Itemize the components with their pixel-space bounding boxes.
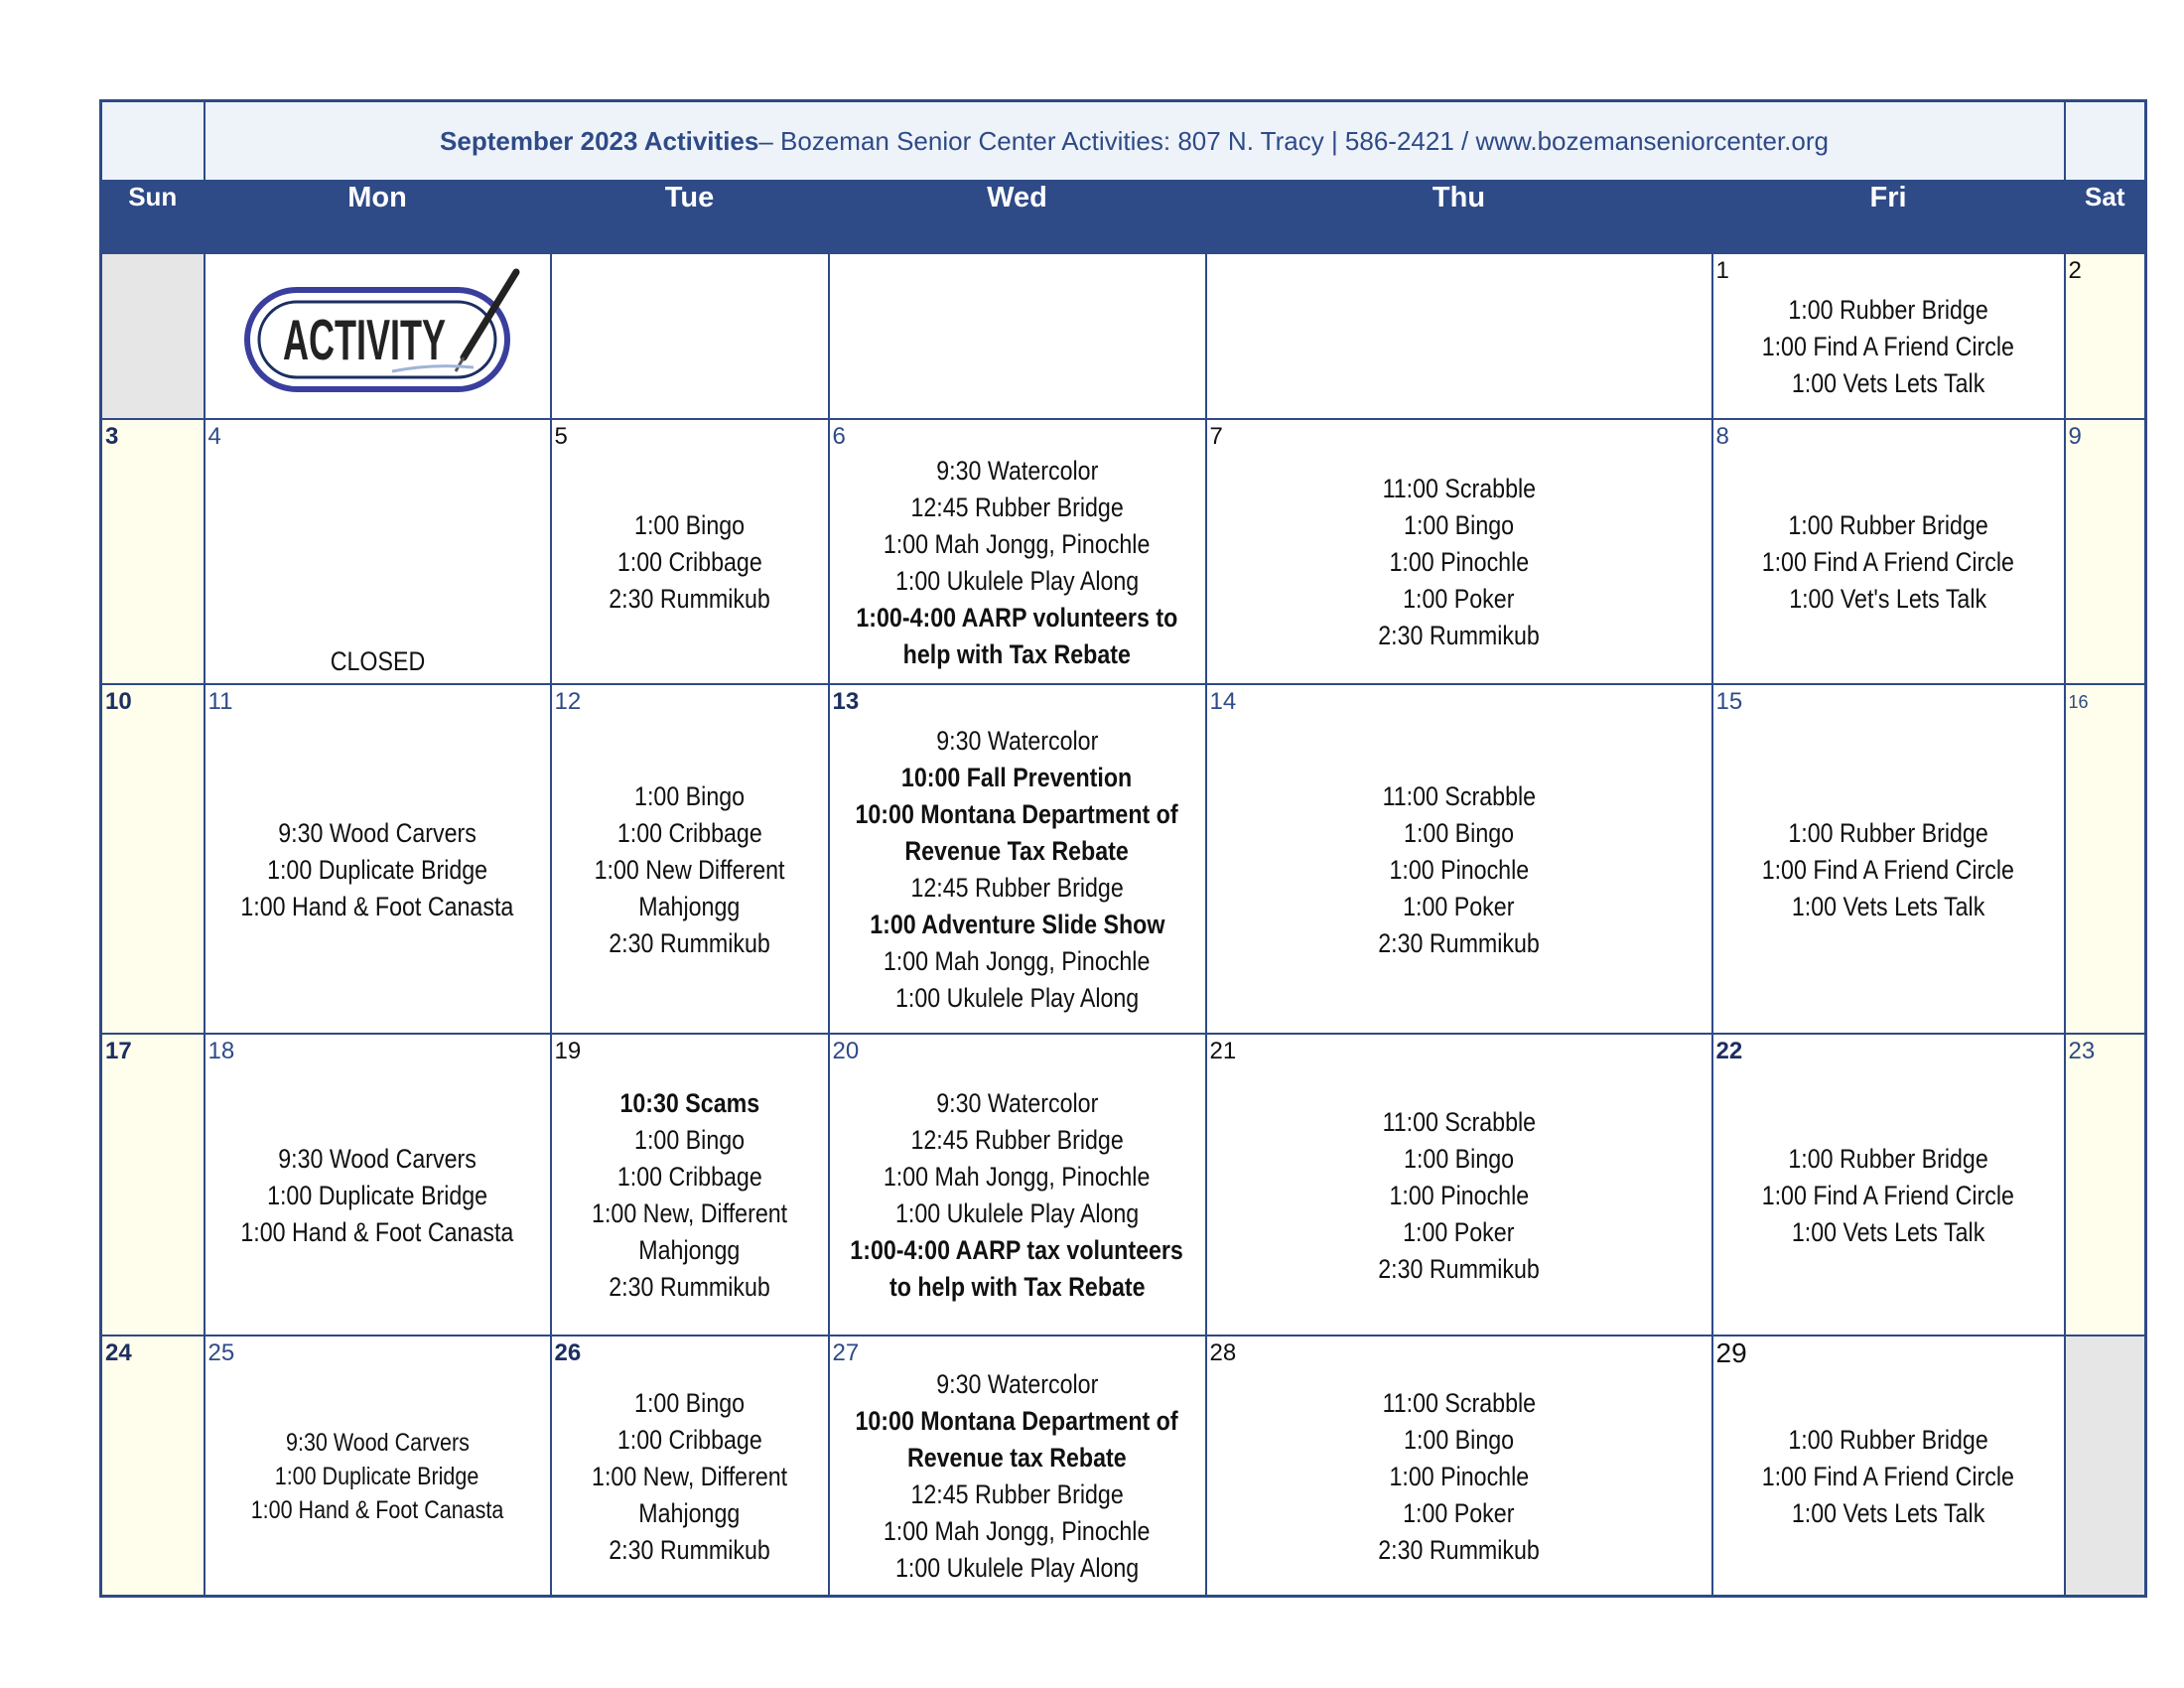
event-item: 11:00 Scrabble <box>1382 1106 1536 1137</box>
day-number: 23 <box>2068 1038 2096 1064</box>
day-cell <box>1206 419 1712 684</box>
event-item: 11:00 Scrabble <box>1382 1387 1536 1418</box>
day-number: 28 <box>1209 1339 1237 1366</box>
week-row <box>101 684 2146 1034</box>
event-list <box>1713 685 2064 1033</box>
day-cell <box>101 684 205 1034</box>
event-item: 1:00 New, Different <box>591 1461 788 1491</box>
event-item: 1:00 Pinochle <box>1389 547 1529 577</box>
event-item: 1:00 Mah Jongg, Pinochle <box>884 1516 1151 1546</box>
title-center-info: – Bozeman Senior Center Activities: 807 N. Tracy | 586-2421 / www.bozemanseniorcenter.org <box>758 125 1829 156</box>
event-list <box>1207 420 1711 683</box>
event-list <box>1713 420 2064 683</box>
day-cell <box>101 419 205 684</box>
day-number: 7 <box>1209 423 1223 450</box>
title-spacer-right <box>2065 101 2146 182</box>
event-item: 1:00 Rubber Bridge <box>1788 295 1988 325</box>
event-list <box>1207 1336 1711 1595</box>
event-item: 12:45 Rubber Bridge <box>910 492 1124 522</box>
header-fri: Fri <box>1712 181 2065 253</box>
event-item: 1:00 Ukulele Play Along <box>894 983 1140 1013</box>
day-cell <box>205 419 551 684</box>
day-number: 2 <box>2068 257 2082 284</box>
event-item: help with Tax Rebate <box>902 638 1132 669</box>
event-list <box>1207 1035 1711 1335</box>
event-item: 1:00 Pinochle <box>1389 854 1529 885</box>
event-item: 2:30 Rummikub <box>609 1272 770 1302</box>
day-number: 10 <box>105 688 132 715</box>
day-number: 8 <box>1715 423 1729 450</box>
day-cell <box>101 1336 205 1597</box>
event-list <box>830 685 1205 1033</box>
event-item: 12:45 Rubber Bridge <box>910 1125 1124 1155</box>
event-item: 1:00 Duplicate Bridge <box>275 1463 479 1490</box>
day-cell <box>829 1336 1206 1597</box>
day-number: 29 <box>1715 1337 1747 1368</box>
title-month: September 2023 Activities <box>440 125 759 156</box>
event-item: 1:00 Rubber Bridge <box>1788 817 1988 848</box>
day-cell <box>829 419 1206 684</box>
event-item: 1:00 Ukulele Play Along <box>894 1553 1140 1583</box>
day-cell <box>2065 684 2146 1034</box>
event-list <box>830 1336 1205 1595</box>
event-item: 2:30 Rummikub <box>609 584 770 614</box>
event-item: 1:00 Poker <box>1403 1216 1515 1247</box>
day-number: 18 <box>207 1038 235 1064</box>
event-item: 1:00 Mah Jongg, Pinochle <box>884 1162 1151 1192</box>
day-number: 25 <box>207 1339 235 1366</box>
day-cell <box>2065 419 2146 684</box>
day-cell <box>205 1336 551 1597</box>
header-thu: Thu <box>1206 181 1712 253</box>
event-list <box>552 1336 828 1595</box>
event-item: 10:00 Montana Department of <box>855 799 1179 829</box>
activity-logo-icon <box>243 268 525 397</box>
event-item: 1:00 Vets Lets Talk <box>1791 891 1985 921</box>
event-item: 1:00 Bingo <box>633 1387 746 1418</box>
event-item: to help with Tax Rebate <box>888 1272 1146 1302</box>
day-number: 5 <box>554 423 568 450</box>
event-list <box>205 1336 550 1595</box>
event-item: 2:30 Rummikub <box>1378 1253 1540 1284</box>
event-item: 1:00 Ukulele Play Along <box>894 1198 1140 1228</box>
day-cell <box>1712 684 2065 1034</box>
event-item: 1:00 Find A Friend Circle <box>1761 332 2015 361</box>
event-item: 1:00 Rubber Bridge <box>1788 1143 1988 1174</box>
day-cell <box>829 684 1206 1034</box>
day-number: 3 <box>105 423 119 450</box>
event-item: 1:00 Bingo <box>1403 817 1515 848</box>
day-cell <box>101 253 205 419</box>
day-cell <box>205 684 551 1034</box>
calendar-table <box>99 99 2147 1598</box>
event-item: 1:00 Cribbage <box>616 547 762 577</box>
event-item: Revenue tax Rebate <box>907 1443 1127 1473</box>
day-number: 24 <box>105 1339 132 1366</box>
event-item: 1:00 Bingo <box>1403 510 1515 540</box>
day-cell <box>2065 253 2146 419</box>
event-item: 1:00 Find A Friend Circle <box>1761 854 2015 885</box>
day-number: 19 <box>554 1038 582 1064</box>
event-item: 1:00 Rubber Bridge <box>1788 510 1988 540</box>
day-cell <box>551 253 829 419</box>
event-item: 1:00 New, Different <box>591 1198 788 1228</box>
event-item: 10:30 Scams <box>619 1088 759 1118</box>
day-cell <box>1206 253 1712 419</box>
day-number: 11 <box>207 688 233 715</box>
header-sun: Sun <box>101 181 205 253</box>
day-number: 6 <box>832 423 846 450</box>
event-item: 10:00 Montana Department of <box>855 1406 1179 1436</box>
day-number: 27 <box>832 1339 860 1366</box>
event-item: Mahjongg <box>638 891 741 921</box>
day-cell <box>1206 1034 1712 1336</box>
event-list <box>205 685 550 1033</box>
event-item: 1:00 Poker <box>1403 1497 1515 1528</box>
event-item: 1:00 Bingo <box>1403 1424 1515 1455</box>
day-cell <box>1712 419 2065 684</box>
event-item: 1:00-4:00 AARP volunteers to <box>856 602 1178 633</box>
day-number: 14 <box>1209 688 1237 715</box>
day-number: 1 <box>1715 257 1729 284</box>
event-item: 1:00 Hand & Foot Canasta <box>240 1216 514 1247</box>
day-number: 16 <box>2068 692 2089 712</box>
event-item: 1:00 Vets Lets Talk <box>1791 1216 1985 1247</box>
event-item: 1:00-4:00 AARP tax volunteers <box>850 1235 1184 1265</box>
event-item: 1:00 Find A Friend Circle <box>1761 547 2015 577</box>
header-mon: Mon <box>205 181 551 253</box>
event-item: 1:00 Ukulele Play Along <box>894 565 1140 596</box>
event-item: 1:00 Rubber Bridge <box>1788 1424 1988 1455</box>
day-number: 12 <box>554 688 582 715</box>
event-list <box>205 1035 550 1335</box>
event-item: 1:00 Find A Friend Circle <box>1761 1461 2015 1491</box>
event-item: 1:00 Mah Jongg, Pinochle <box>884 528 1151 559</box>
day-number: 17 <box>105 1038 132 1064</box>
event-item: 1:00 Bingo <box>633 780 746 811</box>
day-number: 26 <box>554 1339 582 1366</box>
day-cell <box>205 253 551 419</box>
calendar-title <box>205 101 2065 182</box>
day-cell <box>101 1034 205 1336</box>
day-cell <box>1712 1336 2065 1597</box>
day-cell <box>2065 1034 2146 1336</box>
event-item: 12:45 Rubber Bridge <box>910 1479 1124 1509</box>
week-row <box>101 1034 2146 1336</box>
event-item: 1:00 Vets Lets Talk <box>1791 1497 1985 1528</box>
header-sat: Sat <box>2065 181 2146 253</box>
event-item: 1:00 Vets Lets Talk <box>1791 368 1985 398</box>
event-item: 1:00 Cribbage <box>616 1162 762 1192</box>
day-cell <box>1712 253 2065 419</box>
event-list <box>552 685 828 1033</box>
day-cell <box>551 1336 829 1597</box>
event-item: 9:30 Watercolor <box>935 455 1099 486</box>
event-list <box>552 420 828 683</box>
event-item: 9:30 Watercolor <box>935 1088 1099 1118</box>
day-number: 21 <box>1209 1038 1237 1064</box>
weekday-header-row <box>101 181 2146 253</box>
event-item: 1:00 Poker <box>1403 891 1515 921</box>
event-list <box>1713 254 2064 418</box>
title-row <box>101 101 2146 182</box>
event-list <box>552 1035 828 1335</box>
day-cell <box>551 684 829 1034</box>
day-cell <box>1712 1034 2065 1336</box>
event-item: Revenue Tax Rebate <box>904 836 1130 866</box>
event-item: 1:00 Pinochle <box>1389 1461 1529 1491</box>
day-number: 15 <box>1715 688 1743 715</box>
event-list <box>830 1035 1205 1335</box>
event-item: 1:00 New Different <box>594 854 785 885</box>
event-item: 11:00 Scrabble <box>1382 780 1536 811</box>
event-item: 2:30 Rummikub <box>609 1534 770 1565</box>
header-wed: Wed <box>829 181 1206 253</box>
day-cell <box>1206 684 1712 1034</box>
event-item: 10:00 Fall Prevention <box>901 763 1133 792</box>
logo-text: ACTIVITY <box>282 309 446 373</box>
day-cell <box>829 1034 1206 1336</box>
week-row <box>101 419 2146 684</box>
event-list <box>830 420 1205 683</box>
event-list <box>1713 1035 2064 1335</box>
day-number: 4 <box>207 423 221 450</box>
event-item: 1:00 Hand & Foot Canasta <box>240 891 514 921</box>
day-cell <box>205 1034 551 1336</box>
event-item: 1:00 Find A Friend Circle <box>1761 1180 2015 1210</box>
day-number: 13 <box>832 688 860 715</box>
event-item: 1:00 Bingo <box>633 1125 746 1155</box>
event-item: 9:30 Wood Carvers <box>278 817 477 848</box>
event-item: 1:00 Bingo <box>1403 1143 1515 1174</box>
event-item: 9:30 Wood Carvers <box>278 1143 477 1174</box>
event-item: 1:00 Duplicate Bridge <box>266 1180 488 1210</box>
event-item: 1:00 Cribbage <box>616 1424 762 1455</box>
event-item: 1:00 Cribbage <box>616 817 762 848</box>
event-item: 12:45 Rubber Bridge <box>910 873 1124 903</box>
day-cell <box>551 1034 829 1336</box>
week-row <box>101 1336 2146 1597</box>
event-item: 1:00 Bingo <box>633 510 746 540</box>
day-cell <box>1206 1336 1712 1597</box>
event-item: 2:30 Rummikub <box>1378 927 1540 958</box>
event-list <box>1207 685 1711 1033</box>
event-item: 9:30 Wood Carvers <box>285 1429 470 1457</box>
event-item: 1:00 Hand & Foot Canasta <box>250 1496 504 1524</box>
event-item: 1:00 Vet's Lets Talk <box>1789 584 1987 614</box>
event-item: 2:30 Rummikub <box>609 927 770 958</box>
week-row <box>101 253 2146 419</box>
event-item: 9:30 Watercolor <box>935 1369 1099 1399</box>
day-number: 20 <box>832 1038 860 1064</box>
event-item: 1:00 Pinochle <box>1389 1180 1529 1210</box>
event-item: 9:30 Watercolor <box>935 726 1099 756</box>
title-spacer-left <box>101 101 205 182</box>
day-number: 22 <box>1715 1038 1743 1064</box>
event-item: 2:30 Rummikub <box>1378 621 1540 650</box>
event-item: 2:30 Rummikub <box>1378 1534 1540 1565</box>
event-item: Mahjongg <box>638 1497 741 1528</box>
event-item: 1:00 Duplicate Bridge <box>266 854 488 885</box>
event-item: 1:00 Adventure Slide Show <box>869 910 1165 939</box>
day-cell <box>551 419 829 684</box>
event-item: Mahjongg <box>638 1235 741 1265</box>
day-cell <box>2065 1336 2146 1597</box>
event-item: 1:00 Poker <box>1403 584 1515 614</box>
header-tue: Tue <box>551 181 829 253</box>
closed-label: CLOSED <box>330 646 425 676</box>
event-item: 1:00 Mah Jongg, Pinochle <box>884 946 1151 976</box>
day-number: 9 <box>2068 423 2082 450</box>
event-item: 11:00 Scrabble <box>1382 474 1536 503</box>
day-cell <box>829 253 1206 419</box>
event-list <box>1713 1336 2064 1595</box>
